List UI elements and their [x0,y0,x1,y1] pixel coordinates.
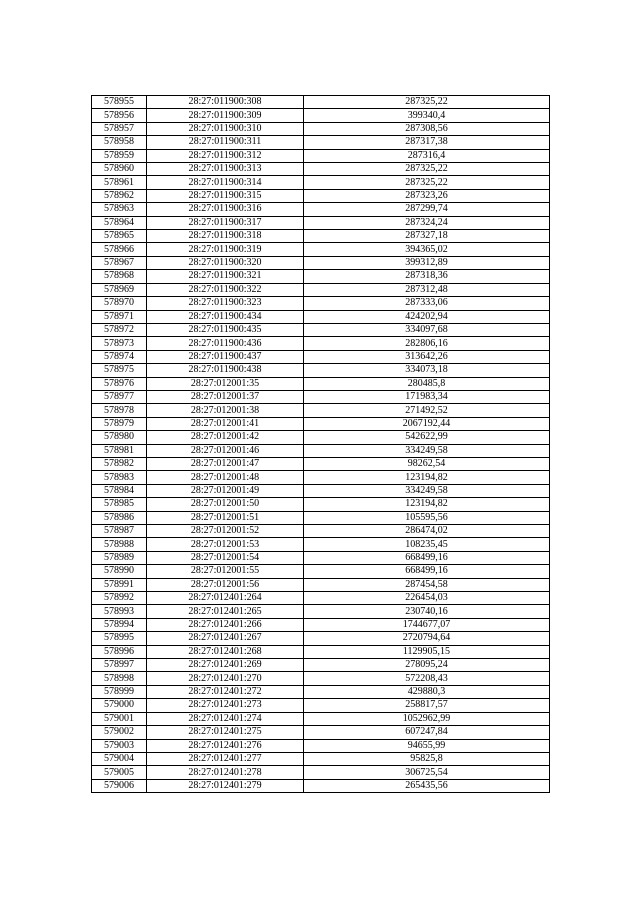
cadastral-value-cell: 1744677,07 [304,618,550,631]
row-number-cell: 578993 [92,605,147,618]
row-number-cell: 578958 [92,136,147,149]
table-row [92,310,550,323]
table-row [92,230,550,243]
cadastral-value-cell: 399312,89 [304,256,550,269]
row-number-cell: 578975 [92,364,147,377]
row-number-cell: 578972 [92,323,147,336]
cadastral-value-cell: 108235,45 [304,538,550,551]
cadastral-value-cell: 171983,34 [304,390,550,403]
row-number-cell: 578984 [92,484,147,497]
table-row [92,364,550,377]
table-row [92,337,550,350]
table-row [92,551,550,564]
row-number-cell: 579002 [92,726,147,739]
cadastral-number-cell: 28:27:011900:308 [147,96,304,109]
table-row [92,189,550,202]
table-row [92,699,550,712]
cadastral-number-cell: 28:27:011900:321 [147,270,304,283]
cadastral-value-cell: 105595,56 [304,511,550,524]
table-row [92,632,550,645]
table-row [92,605,550,618]
row-number-cell: 578995 [92,632,147,645]
table-row [92,122,550,135]
cadastral-value-cell: 286474,02 [304,525,550,538]
table-row [92,712,550,725]
cadastral-number-cell: 28:27:012401:279 [147,779,304,792]
cadastral-value-cell: 1129905,15 [304,645,550,658]
row-number-cell: 578970 [92,297,147,310]
table-row [92,685,550,698]
row-number-cell: 578976 [92,377,147,390]
cadastral-number-cell: 28:27:012001:38 [147,404,304,417]
row-number-cell: 579004 [92,752,147,765]
cadastral-number-cell: 28:27:012001:41 [147,417,304,430]
row-number-cell: 578994 [92,618,147,631]
table-row [92,484,550,497]
table-row [92,659,550,672]
table-row [92,216,550,229]
cadastral-number-cell: 28:27:012401:270 [147,672,304,685]
cadastral-value-cell: 287317,38 [304,136,550,149]
cadastral-number-cell: 28:27:011900:317 [147,216,304,229]
table-row [92,618,550,631]
cadastral-number-cell: 28:27:012001:35 [147,377,304,390]
cadastral-value-cell: 123194,82 [304,471,550,484]
cadastral-value-cell: 313642,26 [304,350,550,363]
row-number-cell: 579006 [92,779,147,792]
table-row [92,726,550,739]
row-number-cell: 578955 [92,96,147,109]
row-number-cell: 578991 [92,578,147,591]
table-row [92,283,550,296]
row-number-cell: 578998 [92,672,147,685]
row-number-cell: 578992 [92,592,147,605]
cadastral-number-cell: 28:27:012001:37 [147,390,304,403]
row-number-cell: 578988 [92,538,147,551]
table-row [92,297,550,310]
row-number-cell: 578981 [92,444,147,457]
cadastral-value-cell: 280485,8 [304,377,550,390]
row-number-cell: 579001 [92,712,147,725]
cadastral-number-cell: 28:27:011900:436 [147,337,304,350]
cadastral-number-cell: 28:27:012401:266 [147,618,304,631]
row-number-cell: 578962 [92,189,147,202]
cadastral-value-cell: 287454,58 [304,578,550,591]
table-row [92,457,550,470]
row-number-cell: 578980 [92,431,147,444]
cadastral-value-cell: 287333,06 [304,297,550,310]
table-row [92,471,550,484]
table-body [92,96,550,793]
row-number-cell: 578963 [92,203,147,216]
row-number-cell: 578989 [92,551,147,564]
cadastral-number-cell: 28:27:012401:264 [147,592,304,605]
cadastral-number-cell: 28:27:011900:312 [147,149,304,162]
table-row [92,431,550,444]
table-row [92,779,550,792]
cadastral-number-cell: 28:27:011900:314 [147,176,304,189]
row-number-cell: 579000 [92,699,147,712]
table-row [92,163,550,176]
table-row [92,176,550,189]
cadastral-number-cell: 28:27:012001:54 [147,551,304,564]
table-row [92,390,550,403]
table-row [92,417,550,430]
table-row [92,645,550,658]
cadastral-number-cell: 28:27:011900:315 [147,189,304,202]
cadastral-value-cell: 287308,56 [304,122,550,135]
cadastral-number-cell: 28:27:012001:51 [147,511,304,524]
cadastral-number-cell: 28:27:012001:42 [147,431,304,444]
cadastral-value-cell: 306725,54 [304,766,550,779]
cadastral-number-cell: 28:27:011900:438 [147,364,304,377]
table-row [92,498,550,511]
cadastral-number-cell: 28:27:012401:272 [147,685,304,698]
table-row [92,444,550,457]
table-row [92,136,550,149]
table-row [92,109,550,122]
cadastral-value-cell: 287316,4 [304,149,550,162]
table-row [92,149,550,162]
cadastral-number-cell: 28:27:012001:50 [147,498,304,511]
cadastral-value-cell: 424202,94 [304,310,550,323]
cadastral-value-cell: 287312,48 [304,283,550,296]
table-row [92,350,550,363]
cadastral-value-cell: 668499,16 [304,551,550,564]
cadastral-number-cell: 28:27:012401:275 [147,726,304,739]
row-number-cell: 578973 [92,337,147,350]
cadastral-number-cell: 28:27:012001:52 [147,525,304,538]
row-number-cell: 578965 [92,230,147,243]
table-row [92,752,550,765]
row-number-cell: 578983 [92,471,147,484]
cadastral-value-cell: 95825,8 [304,752,550,765]
cadastral-value-cell: 668499,16 [304,565,550,578]
row-number-cell: 578974 [92,350,147,363]
cadastral-number-cell: 28:27:011900:311 [147,136,304,149]
cadastral-value-cell: 334249,58 [304,484,550,497]
row-number-cell: 578969 [92,283,147,296]
row-number-cell: 578986 [92,511,147,524]
row-number-cell: 578999 [92,685,147,698]
cadastral-number-cell: 28:27:012401:273 [147,699,304,712]
cadastral-value-cell: 2720794,64 [304,632,550,645]
row-number-cell: 578996 [92,645,147,658]
table-row [92,323,550,336]
cadastral-number-cell: 28:27:011900:318 [147,230,304,243]
cadastral-value-cell: 394365,02 [304,243,550,256]
cadastral-number-cell: 28:27:011900:310 [147,122,304,135]
row-number-cell: 578966 [92,243,147,256]
cadastral-value-cell: 399340,4 [304,109,550,122]
row-number-cell: 578990 [92,565,147,578]
table-row [92,243,550,256]
table-row [92,739,550,752]
table-row [92,203,550,216]
row-number-cell: 578967 [92,256,147,269]
cadastral-value-cell: 271492,52 [304,404,550,417]
cadastral-number-cell: 28:27:012401:269 [147,659,304,672]
cadastral-value-cell: 230740,16 [304,605,550,618]
row-number-cell: 578968 [92,270,147,283]
row-number-cell: 579005 [92,766,147,779]
cadastral-value-cell: 607247,84 [304,726,550,739]
cadastral-value-cell: 287325,22 [304,163,550,176]
cadastral-number-cell: 28:27:012401:267 [147,632,304,645]
row-number-cell: 578978 [92,404,147,417]
cadastral-value-cell: 287299,74 [304,203,550,216]
cadastral-value-cell: 258817,57 [304,699,550,712]
cadastral-value-cell: 2067192,44 [304,417,550,430]
cadastral-value-cell: 334249,58 [304,444,550,457]
table-row [92,256,550,269]
table-row [92,525,550,538]
cadastral-value-cell: 287324,24 [304,216,550,229]
cadastral-number-cell: 28:27:012001:46 [147,444,304,457]
cadastral-value-cell: 98262,54 [304,457,550,470]
cadastral-number-cell: 28:27:012001:53 [147,538,304,551]
cadastral-number-cell: 28:27:012001:48 [147,471,304,484]
cadastral-number-cell: 28:27:011900:435 [147,323,304,336]
cadastral-value-cell: 287323,26 [304,189,550,202]
table-row [92,96,550,109]
table-row [92,592,550,605]
cadastral-value-cell: 334073,18 [304,364,550,377]
row-number-cell: 578987 [92,525,147,538]
row-number-cell: 578977 [92,390,147,403]
row-number-cell: 578997 [92,659,147,672]
cadastral-value-cell: 265435,56 [304,779,550,792]
cadastral-value-table [91,95,550,793]
cadastral-number-cell: 28:27:011900:437 [147,350,304,363]
row-number-cell: 578957 [92,122,147,135]
document-page [91,95,549,793]
cadastral-value-cell: 542622,99 [304,431,550,444]
table-row [92,538,550,551]
cadastral-value-cell: 572208,43 [304,672,550,685]
cadastral-number-cell: 28:27:011900:319 [147,243,304,256]
cadastral-number-cell: 28:27:012001:56 [147,578,304,591]
cadastral-number-cell: 28:27:012001:49 [147,484,304,497]
table-row [92,672,550,685]
cadastral-value-cell: 94655,99 [304,739,550,752]
cadastral-number-cell: 28:27:011900:323 [147,297,304,310]
table-row [92,766,550,779]
cadastral-value-cell: 287318,36 [304,270,550,283]
table-row [92,377,550,390]
row-number-cell: 578960 [92,163,147,176]
cadastral-number-cell: 28:27:012401:265 [147,605,304,618]
cadastral-number-cell: 28:27:011900:309 [147,109,304,122]
row-number-cell: 578961 [92,176,147,189]
cadastral-value-cell: 1052962,99 [304,712,550,725]
cadastral-value-cell: 287327,18 [304,230,550,243]
cadastral-number-cell: 28:27:012001:47 [147,457,304,470]
cadastral-value-cell: 334097,68 [304,323,550,336]
cadastral-number-cell: 28:27:012401:268 [147,645,304,658]
row-number-cell: 579003 [92,739,147,752]
cadastral-number-cell: 28:27:012401:278 [147,766,304,779]
cadastral-number-cell: 28:27:011900:316 [147,203,304,216]
row-number-cell: 578971 [92,310,147,323]
row-number-cell: 578982 [92,457,147,470]
cadastral-value-cell: 282806,16 [304,337,550,350]
cadastral-number-cell: 28:27:011900:313 [147,163,304,176]
cadastral-value-cell: 429880,3 [304,685,550,698]
table-row [92,270,550,283]
row-number-cell: 578985 [92,498,147,511]
cadastral-number-cell: 28:27:012401:274 [147,712,304,725]
cadastral-number-cell: 28:27:012001:55 [147,565,304,578]
table-row [92,404,550,417]
table-row [92,511,550,524]
table-row [92,578,550,591]
cadastral-value-cell: 278095,24 [304,659,550,672]
row-number-cell: 578964 [92,216,147,229]
cadastral-value-cell: 287325,22 [304,176,550,189]
cadastral-number-cell: 28:27:012401:277 [147,752,304,765]
cadastral-number-cell: 28:27:011900:320 [147,256,304,269]
row-number-cell: 578979 [92,417,147,430]
row-number-cell: 578959 [92,149,147,162]
cadastral-number-cell: 28:27:012401:276 [147,739,304,752]
cadastral-value-cell: 287325,22 [304,96,550,109]
cadastral-value-cell: 226454,03 [304,592,550,605]
cadastral-number-cell: 28:27:011900:434 [147,310,304,323]
table-row [92,565,550,578]
row-number-cell: 578956 [92,109,147,122]
cadastral-number-cell: 28:27:011900:322 [147,283,304,296]
cadastral-value-cell: 123194,82 [304,498,550,511]
